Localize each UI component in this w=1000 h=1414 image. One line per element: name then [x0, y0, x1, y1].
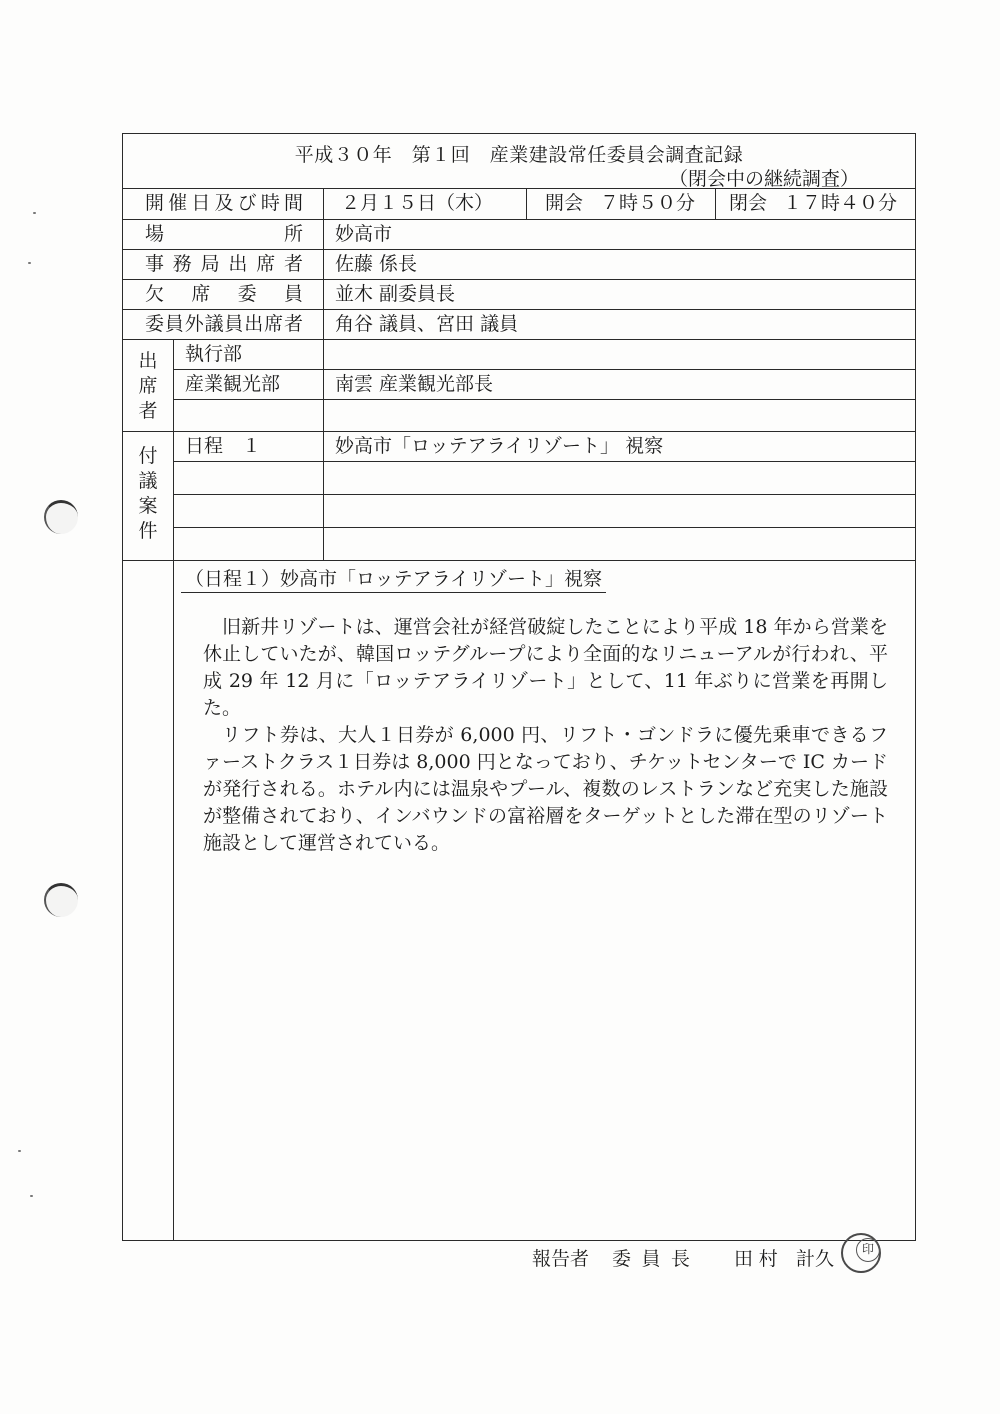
scan-speck — [28, 262, 31, 264]
record-title: 平成３０年 第１回 産業建設常任委員会調査記録 — [294, 144, 744, 166]
non-member-label: 委員外議員出席者 — [145, 313, 303, 335]
rule — [173, 399, 915, 400]
personal-seal — [841, 1233, 881, 1273]
attendee-names: 南雲 産業観光部長 — [335, 373, 494, 395]
non-member-value: 角谷 議員、宮田 議員 — [335, 313, 519, 335]
binder-hole-top — [44, 500, 78, 534]
close-label: 閉会 — [729, 192, 768, 214]
reporter-label: 報告者 — [532, 1248, 590, 1270]
reporter-given-name: 計久 — [796, 1248, 835, 1270]
scan-speck — [30, 1195, 33, 1197]
report-paragraph: リフト券は、大人１日券が 6,000 円、リフト・ゴンドラに優先乗車できるファーストクラス１日券は 8,000 円となっており、チケットセンターで IC カードが発行される。ホテル内には温泉やプール、複数のレストランなど充実した施設が整備されており、インバウンドの富裕層をターゲットとした滞在型のリゾート施設として運営されている。 — [203, 724, 888, 854]
rule — [173, 369, 915, 370]
agenda-item: 日程 １ — [185, 435, 262, 457]
secretariat-label: 事務局出席者 — [145, 253, 303, 275]
rule — [173, 527, 915, 528]
rule — [173, 339, 174, 1240]
agenda-label: 付議案件 — [138, 445, 158, 542]
scan-speck — [18, 1150, 21, 1152]
place-value: 妙高市 — [335, 223, 393, 245]
attendee-dept: 執行部 — [185, 343, 243, 365]
record-subtitle: （閉会中の継続調査） — [668, 168, 859, 190]
report-body — [203, 614, 888, 857]
scan-speck — [33, 212, 36, 214]
seal-mark: 印 — [856, 1238, 880, 1262]
agenda-subject: 妙高市「ロッテアライリゾート」 視察 — [335, 435, 664, 457]
investigation-record-form — [122, 133, 916, 1241]
attendees-label: 出席者 — [138, 350, 158, 422]
report-heading: （日程１）妙高市「ロッテアライリゾート」視察 — [181, 564, 606, 593]
close-time: １７時４０分 — [783, 192, 898, 214]
rule — [123, 560, 915, 561]
reporter-surname: 田村 — [734, 1248, 784, 1270]
open-time: ７時５０分 — [600, 192, 696, 214]
place-label: 場所 — [145, 223, 303, 245]
datetime-label: 開催日及び時間 — [145, 192, 303, 214]
secretariat-value: 佐藤 係長 — [335, 253, 418, 275]
rule — [715, 188, 716, 219]
rule — [173, 461, 915, 462]
report-paragraph: 旧新井リゾートは、運営会社が経営破綻したことにより平成 18 年から営業を休止していたが、韓国ロッテグループにより全面的なリニューアルが行われ、平成 29 年 12 月に「ロッテアライリゾート」として、11 年ぶりに営業を再開した。 — [203, 616, 888, 719]
absent-value: 並木 副委員長 — [335, 283, 456, 305]
open-label: 開会 — [545, 192, 584, 214]
binder-hole-bottom — [44, 883, 78, 917]
absent-label: 欠席委員 — [145, 283, 303, 305]
rule — [173, 494, 915, 495]
rule — [526, 188, 527, 219]
rule — [323, 188, 324, 339]
reporter-role: 委員長 — [612, 1248, 701, 1270]
attendee-dept: 産業観光部 — [185, 373, 281, 395]
meeting-date: ２月１５日（木） — [341, 192, 494, 214]
rule — [323, 339, 324, 560]
